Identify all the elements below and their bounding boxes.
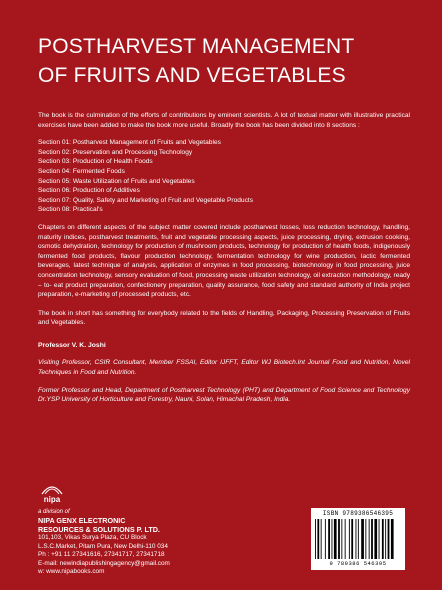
division-label: a division of — [38, 509, 70, 515]
summary-paragraph: The book in short has something for everybody related to the fields of Handling, Packaging, Processing Preservation of Fruits and Vegetables. — [38, 309, 410, 327]
publisher-address-1: 101,103, Vikas Surya Plaza, CU Block — [38, 534, 147, 542]
section-item: Section 04: Fermented Foods — [38, 167, 125, 175]
publisher-phone: Ph : +91 11 27341616, 27341717, 27341718 — [38, 551, 165, 559]
isbn-barcode — [311, 508, 405, 570]
section-item: Section 03: Production of Health Foods — [38, 158, 153, 166]
publisher-name-line-1: NIPA GENX ELECTRONIC — [38, 516, 126, 526]
section-item: Section 01: Postharvest Management of Fruits and Vegetables — [38, 139, 221, 147]
author-name: Professor V. K. Joshi — [38, 341, 106, 349]
section-item: Section 07: Quality, Safety and Marketing of Fruit and Vegetable Products — [38, 196, 254, 204]
section-item: Section 05: Waste Utilization of Fruits and Vegetables — [38, 177, 195, 185]
publisher-block — [38, 508, 258, 576]
chapters-paragraph: Chapters on different aspects of the subject matter covered include postharvest losses, loss reduction technology, handling, maturity indices, postharvest treatments, fruit and vegetable processing aspects, juice processing, drying, extrusion cooking, osmotic dehydration, technology for production of mushroom products, technology for production of health foods, indigenously fermented food products, flavour production technology, fermentation technology for wine production, lactic fermented beverages, latest technique of analysis, application of enzymes in food processing, biotechnology in food processing, juice concentration technology, sensory evaluation of food, processing waste utilization technology, oil extraction methodology, ready – to- eat product preparation, confectionery preparation, quality assurance, food safety and standard authority of India project preparation, e-marketing of processed products, etc. — [38, 223, 410, 299]
section-item: Section 02: Preservation and Processing Technology — [38, 148, 193, 156]
author-bio-current: Visiting Professor, CSIR Consultant, Member FSSAI, Editor IJFFT, Editor WJ Biotech.Int Journal Food and Nutrition, Novel Techniques in Food and Nutrition. — [38, 359, 410, 377]
barcode-number: 9 789386 546395 — [329, 560, 387, 567]
barcode-bars — [315, 519, 401, 559]
title-line-1: POSTHARVEST MANAGEMENT — [38, 35, 355, 58]
author-bio-former: Former Professor and Head, Department of Postharvest Technology (PHT) and Department of Food Science and Technology Dr.YSP University of Horticulture and Forestry, Nauni, Solan, Himachal Pradesh, India. — [38, 386, 410, 404]
intro-paragraph: The book is the culmination of the efforts of contributions by eminent scientists. A lot of textual matter with illustrative practical exercises have been added to make the book more useful. Broadly the book has been divided into 8 sections : — [38, 112, 410, 129]
book-title — [38, 32, 418, 90]
logo-text: nipa — [43, 495, 61, 504]
publisher-email: E-mail: newindiapublishingagency@gmail.com — [38, 559, 170, 567]
title-line-2: OF FRUITS AND VEGETABLES — [38, 64, 346, 87]
publisher-address-2: L.S.C.Market, Pitam Pura, New Delhi-110 034 — [38, 542, 168, 550]
section-item: Section 06: Production of Additives — [38, 187, 140, 195]
nipa-logo-icon — [38, 482, 66, 506]
description-block — [38, 111, 410, 405]
publisher-name-line-2: RESOURCES & SOLUTIONS P. LTD. — [38, 525, 160, 535]
section-item: Section 08: Practical's — [38, 206, 103, 214]
isbn-label: ISBN 9789386546395 — [322, 510, 394, 517]
publisher-website: w: www.nipabooks.com — [38, 568, 105, 576]
